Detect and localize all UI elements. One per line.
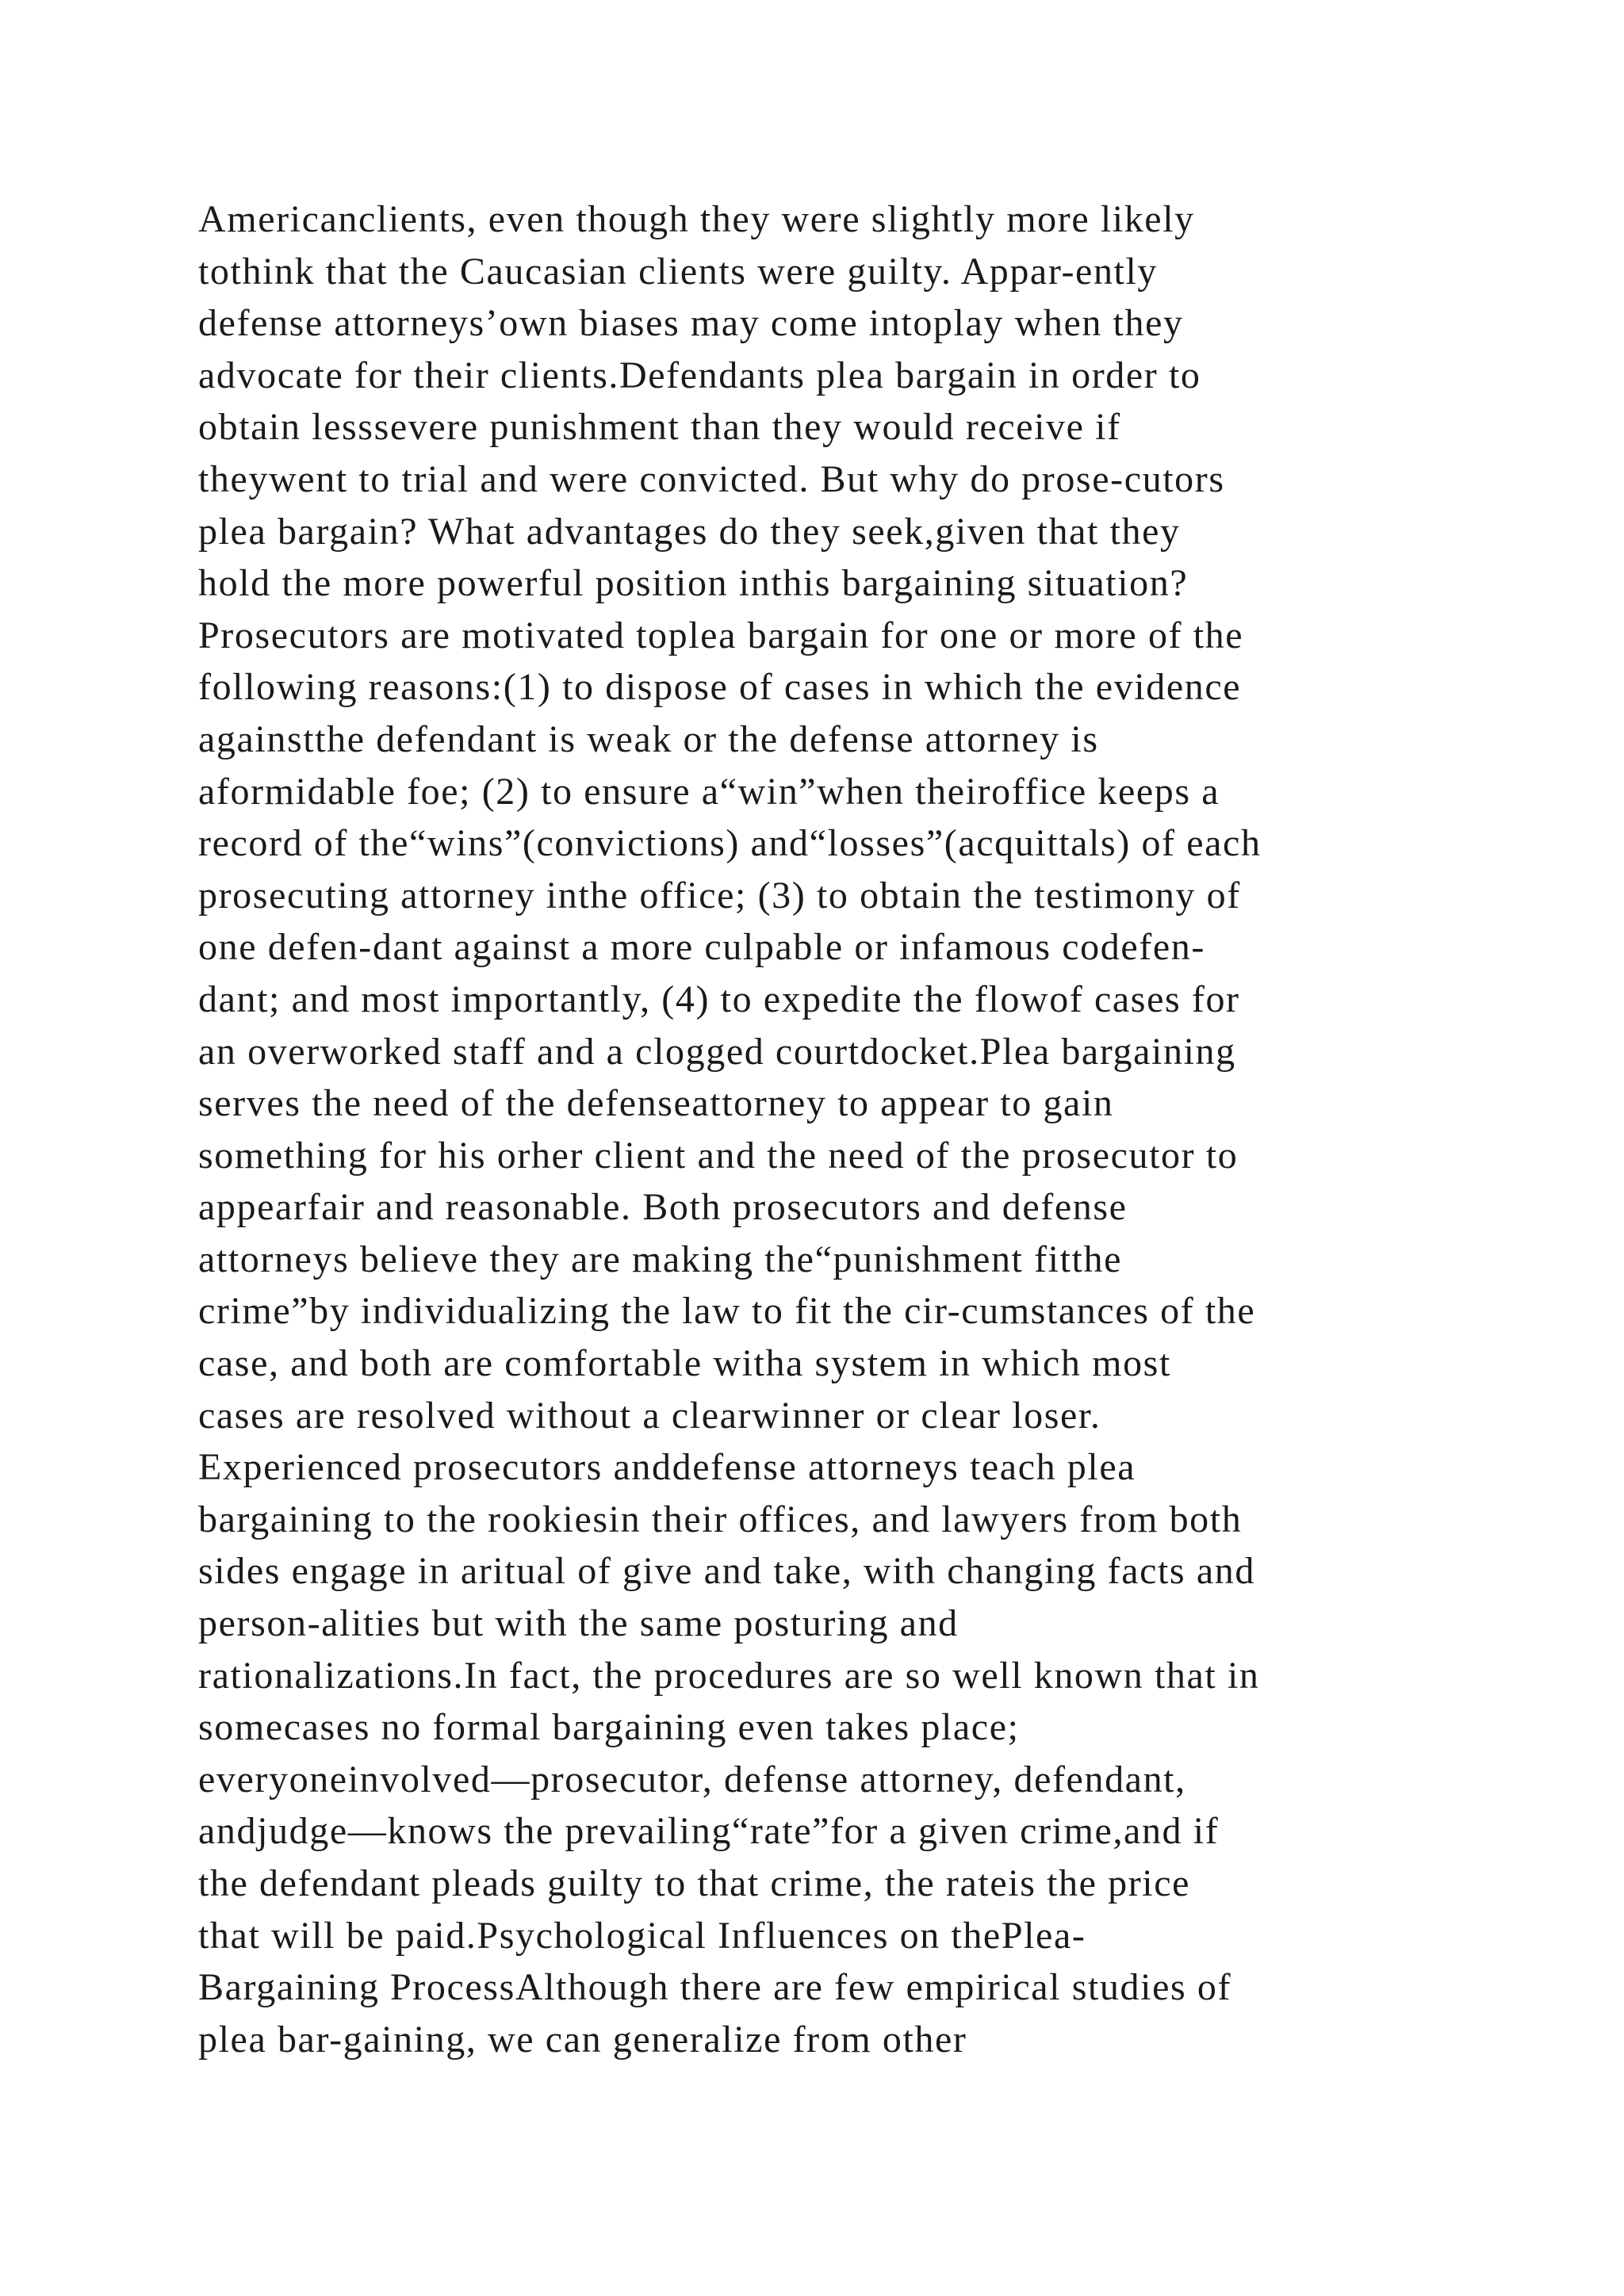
text-line: the defendant pleads guilty to that crime, the rateis the price [198,1862,1191,1904]
text-line: advocate for their clients.Defendants plea bargain in order to [198,354,1201,396]
text-line: Experienced prosecutors anddefense attorneys teach plea [198,1446,1136,1489]
text-line: dant; and most importantly, (4) to expedite the flowof cases for [198,978,1240,1020]
text-line: Americanclients, even though they were slightly more likely [198,198,1195,240]
text-line: theywent to trial and were convicted. But why do prose-cutors [198,457,1225,500]
text-line: cases are resolved without a clearwinner or clear loser. [198,1394,1101,1437]
text-line: defense attorneys’own biases may come intoplay when they [198,302,1184,345]
text-line: record of the“wins”(convictions) and“losses”(acquittals) of each [198,822,1262,865]
body-text [198,193,1530,2065]
text-line: following reasons:(1) to dispose of cases in which the evidence [198,666,1242,709]
text-line: Prosecutors are motivated toplea bargain for one or more of the [198,614,1244,656]
text-line: plea bar-gaining, we can generalize from other [198,2018,967,2061]
text-line: sides engage in aritual of give and take, with changing facts and [198,1550,1255,1593]
text-line: andjudge—knows the prevailing“rate”for a given crime,and if [198,1810,1220,1853]
text-line: obtain lesssevere punishment than they would receive if [198,406,1121,449]
text-line: somecases no formal bargaining even takes place; [198,1706,1020,1749]
text-line: case, and both are comfortable witha system in which most [198,1342,1171,1385]
text-line: aformidable foe; (2) to ensure a“win”when theiroffice keeps a [198,770,1220,813]
text-line: something for his orher client and the need of the prosecutor to [198,1134,1239,1177]
text-line: person-alities but with the same posturing and [198,1602,959,1645]
text-line: an overworked staff and a clogged courtdocket.Plea bargaining [198,1030,1236,1073]
text-line: plea bargain? What advantages do they seek,given that they [198,510,1181,553]
text-line: appearfair and reasonable. Both prosecutors and defense [198,1186,1128,1229]
text-line: againstthe defendant is weak or the defense attorney is [198,718,1099,760]
text-line: tothink that the Caucasian clients were guilty. Appar-ently [198,250,1159,293]
text-line: Bargaining ProcessAlthough there are few empirical studies of [198,1966,1232,2009]
text-line: serves the need of the defenseattorney to appear to gain [198,1082,1114,1125]
text-line: crime”by individualizing the law to fit the cir-cumstances of the [198,1290,1256,1333]
text-line: hold the more powerful position inthis bargaining situation? [198,562,1189,605]
text-line: one defen-dant against a more culpable or infamous codefen- [198,926,1205,969]
text-line: rationalizations.In fact, the procedures are so well known that in [198,1654,1260,1697]
text-line: bargaining to the rookiesin their offices, and lawyers from both [198,1498,1243,1540]
text-line: attorneys believe they are making the“punishment fitthe [198,1238,1122,1280]
text-line: everyoneinvolved—prosecutor, defense attorney, defendant, [198,1758,1186,1800]
text-line: that will be paid.Psychological Influences on thePlea- [198,1914,1086,1957]
text-line: prosecuting attorney inthe office; (3) to obtain the testimony of [198,874,1241,916]
